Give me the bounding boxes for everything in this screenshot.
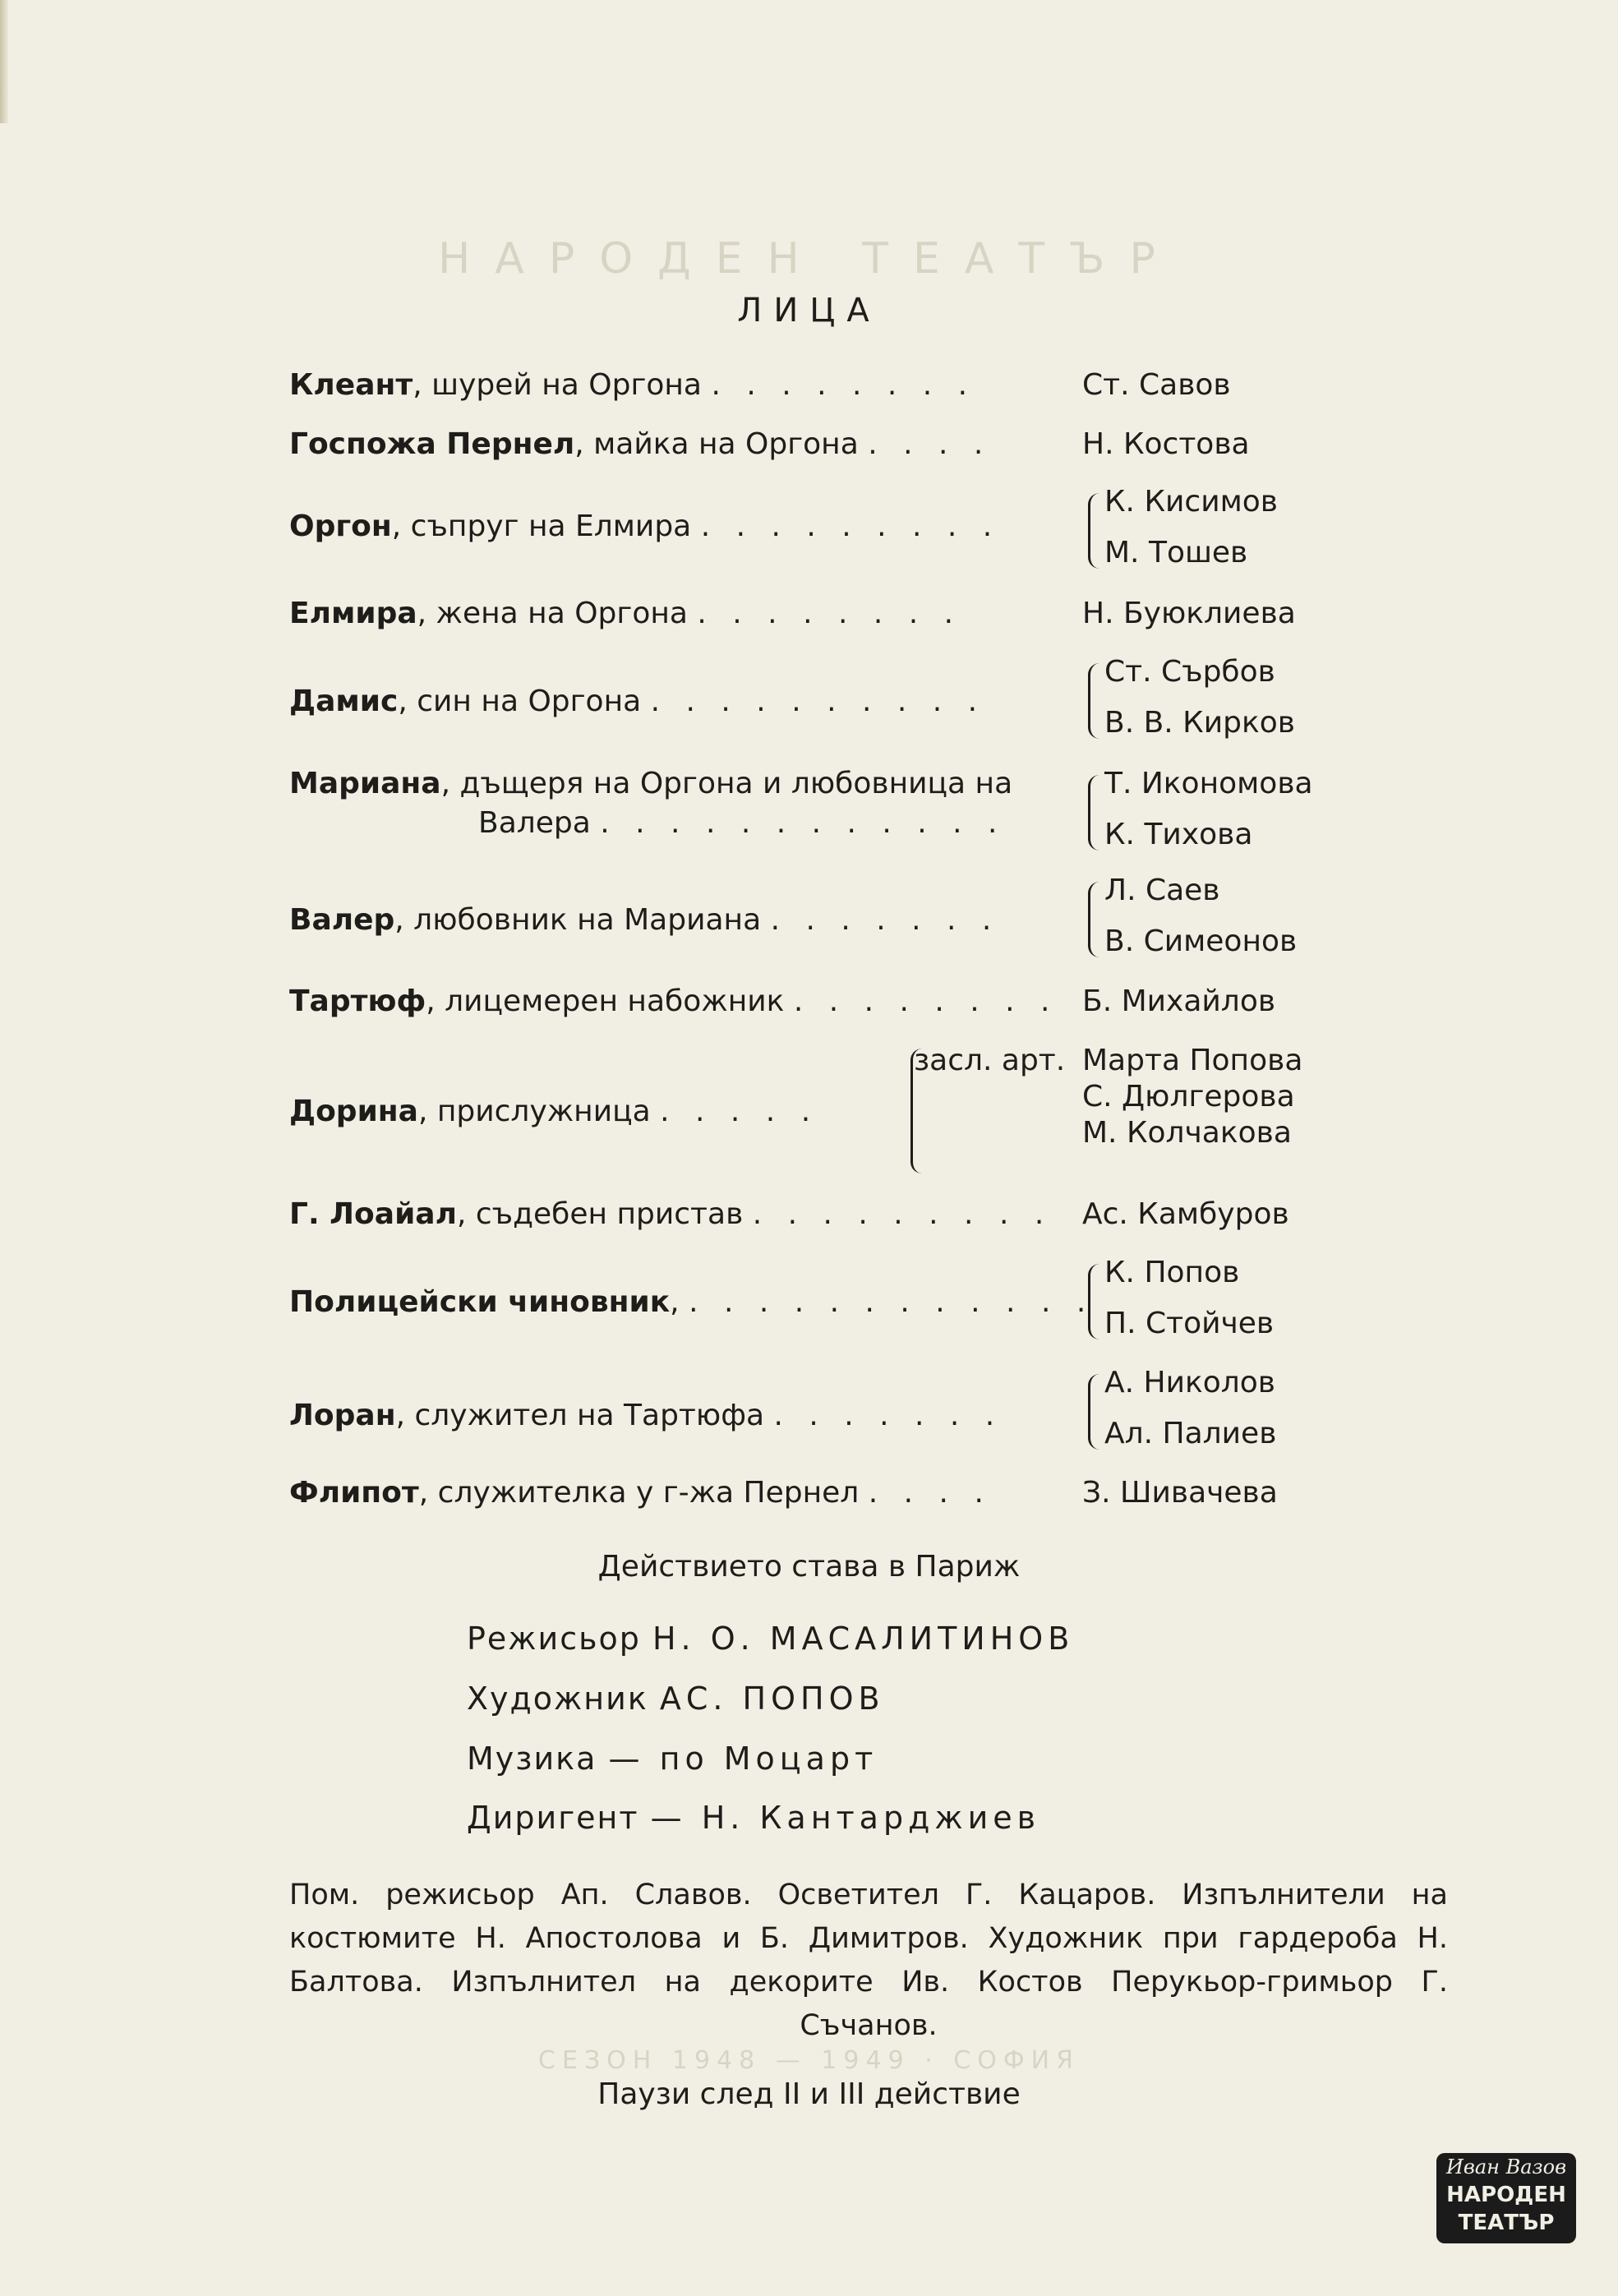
cast-role: Тартюф, лицемерен набожник . . . . . . . . bbox=[289, 984, 1058, 1018]
cast-role: Дорина, прислужница . . . . . bbox=[289, 1095, 819, 1128]
page-title: ЛИЦА bbox=[737, 292, 881, 330]
cast-actor: А. Николов bbox=[1104, 1366, 1276, 1399]
cast-role: Лоран, служител на Тартюфа . . . . . . . bbox=[289, 1399, 1003, 1432]
cast-actor: П. Стойчев bbox=[1104, 1307, 1275, 1340]
cast-actor: В. В. Кирков bbox=[1104, 706, 1295, 740]
pauses-line: Паузи след II и III действие bbox=[597, 2077, 1021, 2111]
cast-actor: З. Шивачева bbox=[1082, 1476, 1278, 1510]
cast-actor: В. Симеонов bbox=[1104, 924, 1298, 958]
theatre-logo bbox=[1436, 2153, 1576, 2243]
cast-role: Клеант, шурей на Оргона . . . . . . . . bbox=[289, 368, 976, 402]
cast-role: Г. Лоайал, съдебен пристав . . . . . . . . . bbox=[289, 1197, 1053, 1231]
actor-brace bbox=[1088, 1374, 1102, 1450]
credit-music: Музика — по Моцарт bbox=[467, 1740, 878, 1777]
cast-actor: Б. Михайлов bbox=[1082, 984, 1276, 1018]
logo-line1: НАРОДЕН bbox=[1446, 2183, 1566, 2207]
cast-actor: К. Попов bbox=[1104, 1256, 1240, 1289]
cast-actor: Марта Попова bbox=[1082, 1044, 1303, 1077]
actor-brace bbox=[1088, 882, 1102, 957]
cast-actor: К. Кисимов bbox=[1104, 485, 1278, 519]
cast-actor: Н. Буюклиева bbox=[1082, 597, 1296, 630]
cast-actor: Л. Саев bbox=[1104, 874, 1220, 907]
cast-actor: Ал. Палиев bbox=[1104, 1417, 1277, 1450]
actor-brace bbox=[1088, 493, 1102, 569]
staff-note: Пом. режисьор Ап. Славов. Осветител Г. Кацаров. Изпълнители на костюмите Н. Апостолова и Б. Димитров. Художник при гардероба Н. Балтова. Изпълнител на декорите Ив. Костов Перукьор-гримьор Г. Съчанов. bbox=[289, 1879, 1448, 2042]
credit-director: Режисьор Н. О. МАСАЛИТИНОВ bbox=[467, 1621, 1075, 1657]
show-through-header: НАРОДЕН ТЕАТЪР bbox=[438, 234, 1180, 284]
credit-designer: Художник АС. ПОПОВ bbox=[467, 1681, 885, 1717]
cast-role-continuation: Валера . . . . . . . . . . . . bbox=[478, 806, 1006, 840]
cast-actor: Ас. Камбуров bbox=[1082, 1197, 1289, 1231]
cast-role: Флипот, служителка у г-жа Пернел . . . . bbox=[289, 1476, 992, 1510]
actor-brace bbox=[1088, 1264, 1102, 1339]
credit-conductor: Диригент — Н. Кантарджиев bbox=[467, 1800, 1041, 1836]
cast-role: Полицейски чиновник, . . . . . . . . . . . . bbox=[289, 1285, 1095, 1319]
show-through-footer: СЕЗОН 1948 — 1949 · СОФИЯ bbox=[538, 2046, 1080, 2075]
cast-role: Валер, любовник на Мариана . . . . . . . bbox=[289, 903, 1000, 937]
cast-actor: С. Дюлгерова bbox=[1082, 1080, 1295, 1113]
cast-role: Елмира, жена на Оргона . . . . . . . . bbox=[289, 597, 962, 630]
cast-actor: М. Колчакова bbox=[1082, 1116, 1292, 1150]
cast-role: Госпожа Пернел, майка на Оргона . . . . bbox=[289, 427, 992, 461]
cast-actor: Ст. Савов bbox=[1082, 368, 1231, 402]
logo-signature: Иван Вазов bbox=[1445, 2155, 1567, 2178]
actor-honorific: засл. арт. bbox=[914, 1044, 1066, 1077]
page-edge bbox=[0, 0, 8, 123]
cast-actor: М. Тошев bbox=[1104, 536, 1248, 569]
actor-brace bbox=[1088, 663, 1102, 739]
logo-line2: ТЕАТЪР bbox=[1458, 2211, 1555, 2235]
cast-actor: Н. Костова bbox=[1082, 427, 1250, 461]
setting-line: Действието става в Париж bbox=[597, 1550, 1021, 1584]
actor-brace bbox=[1088, 775, 1102, 851]
cast-actor: К. Тихова bbox=[1104, 818, 1253, 851]
cast-actor: Т. Икономова bbox=[1104, 767, 1313, 800]
cast-role: Мариана, дъщеря на Оргона и любовница на bbox=[289, 767, 1013, 800]
cast-actor: Ст. Сърбов bbox=[1104, 655, 1275, 689]
cast-role: Дамис, син на Оргона . . . . . . . . . . bbox=[289, 685, 986, 718]
cast-role: Оргон, съпруг на Елмира . . . . . . . . . bbox=[289, 509, 1001, 543]
